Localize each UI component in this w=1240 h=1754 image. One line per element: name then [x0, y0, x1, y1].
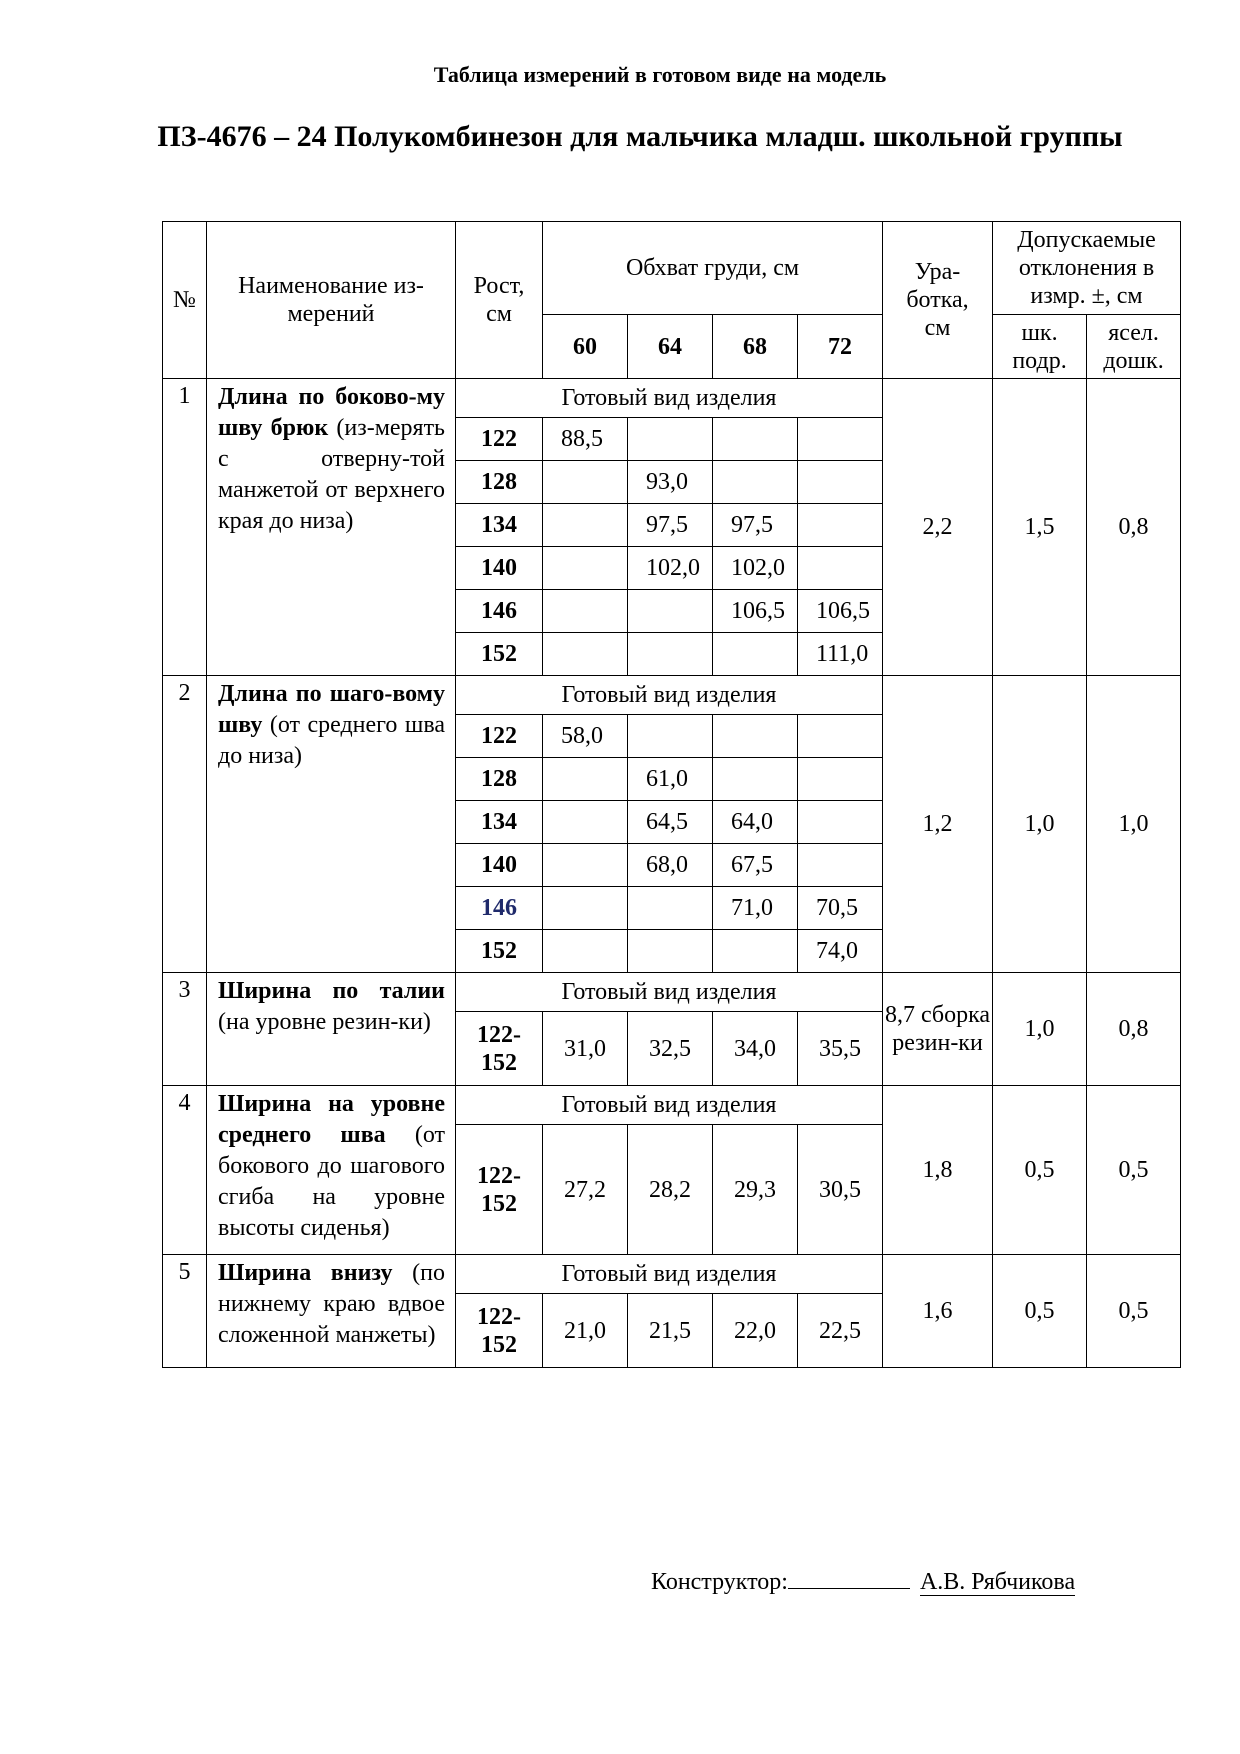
uprabotka-value: 2,2 — [883, 379, 993, 676]
measurement-value — [713, 461, 798, 504]
measurement-value: 67,5 — [713, 844, 798, 887]
measurement-name — [207, 1255, 456, 1368]
measurement-value — [628, 590, 713, 633]
measurement-row — [163, 379, 1181, 418]
measurement-value — [543, 504, 628, 547]
measurement-row — [163, 676, 1181, 715]
measurement-value: 74,0 — [798, 930, 883, 973]
measurement-name-bold: Ширина по талии — [218, 978, 445, 1004]
measurement-value — [543, 547, 628, 590]
measurement-value — [628, 715, 713, 758]
tol-nursery-value: 0,5 — [1087, 1255, 1181, 1368]
measurement-value — [628, 887, 713, 930]
measurement-value: 71,0 — [713, 887, 798, 930]
header-chest-size: 64 — [628, 315, 713, 379]
height-cell: 146 — [456, 590, 543, 633]
tol-nursery-value: 0,8 — [1087, 379, 1181, 676]
height-cell: 128 — [456, 758, 543, 801]
height-cell: 122 — [456, 715, 543, 758]
tol-school-value: 1,0 — [993, 676, 1087, 973]
measurement-value — [798, 844, 883, 887]
measurement-value — [628, 633, 713, 676]
finished-label: Готовый вид изделия — [456, 973, 883, 1012]
header-chest: Обхват груди, см — [543, 222, 883, 315]
row-number: 5 — [163, 1255, 207, 1368]
tol-school-value: 1,0 — [993, 973, 1087, 1086]
measurement-name-bold: Ширина на уровне среднего шва — [218, 1091, 445, 1148]
measurement-value — [713, 715, 798, 758]
tol-nursery-value: 0,8 — [1087, 973, 1181, 1086]
measurement-value: 97,5 — [628, 504, 713, 547]
header-tolerance: Допускаемые отклонения в измр. ±, см — [993, 222, 1181, 315]
measurement-value — [713, 930, 798, 973]
height-cell: 152 — [456, 930, 543, 973]
measurement-value: 70,5 — [798, 887, 883, 930]
header-chest-size: 68 — [713, 315, 798, 379]
finished-label: Готовый вид изделия — [456, 1255, 883, 1294]
measurement-value — [543, 590, 628, 633]
measurement-value — [543, 801, 628, 844]
measurement-value — [798, 715, 883, 758]
measurement-value — [798, 418, 883, 461]
measurement-value — [543, 887, 628, 930]
measurement-row — [163, 1086, 1181, 1125]
measurement-value: 102,0 — [628, 547, 713, 590]
measurement-name — [207, 1086, 456, 1255]
height-cell: 152 — [456, 633, 543, 676]
measurement-value: 64,5 — [628, 801, 713, 844]
signature-blank — [788, 1568, 910, 1589]
measurement-value — [543, 930, 628, 973]
measurement-value: 22,0 — [713, 1294, 798, 1368]
header-uprabotka: Ура-ботка, см — [883, 222, 993, 379]
tol-nursery-value: 0,5 — [1087, 1086, 1181, 1255]
measurement-value: 102,0 — [713, 547, 798, 590]
measurement-name-bold: Длина по боково-му шву брюк — [218, 384, 445, 441]
measurement-value: 30,5 — [798, 1125, 883, 1255]
measurement-value — [798, 801, 883, 844]
height-cell: 140 — [456, 844, 543, 887]
measurement-value: 22,5 — [798, 1294, 883, 1368]
measurement-value: 111,0 — [798, 633, 883, 676]
measurement-value — [543, 461, 628, 504]
measurements-table — [162, 221, 1181, 1368]
row-number: 4 — [163, 1086, 207, 1255]
header-tol-school: шк. подр. — [993, 315, 1087, 379]
measurement-name-note: (на уровне резин-ки) — [218, 1009, 431, 1035]
measurement-value — [628, 418, 713, 461]
constructor-label: Конструктор: — [651, 1569, 788, 1595]
measurement-value: 106,5 — [713, 590, 798, 633]
measurement-name-note: (по нижнему краю вдвое сложенной манжеты) — [218, 1260, 445, 1348]
height-cell: 134 — [456, 504, 543, 547]
measurement-value — [543, 844, 628, 887]
measurement-value — [628, 930, 713, 973]
measurement-value — [713, 758, 798, 801]
measurement-value: 21,0 — [543, 1294, 628, 1368]
finished-label: Готовый вид изделия — [456, 1086, 883, 1125]
measurement-value: 32,5 — [628, 1012, 713, 1086]
measurement-value — [798, 504, 883, 547]
header-no: № — [163, 222, 207, 379]
height-cell: 146 — [456, 887, 543, 930]
measurement-value: 106,5 — [798, 590, 883, 633]
measurement-name-bold: Ширина внизу — [218, 1260, 393, 1286]
measurement-value: 27,2 — [543, 1125, 628, 1255]
measurement-name-bold: Длина по шаго-вому шву — [218, 681, 445, 738]
measurement-value: 28,2 — [628, 1125, 713, 1255]
measurement-value: 64,0 — [713, 801, 798, 844]
tol-school-value: 0,5 — [993, 1255, 1087, 1368]
measurement-value: 88,5 — [543, 418, 628, 461]
header-name: Наименование из-мерений — [207, 222, 456, 379]
measurement-value: 34,0 — [713, 1012, 798, 1086]
height-cell: 122-152 — [456, 1012, 543, 1086]
measurement-value — [543, 758, 628, 801]
measurement-value — [713, 418, 798, 461]
uprabotka-value: 1,8 — [883, 1086, 993, 1255]
row-number: 1 — [163, 379, 207, 676]
finished-label: Готовый вид изделия — [456, 379, 883, 418]
height-cell: 122-152 — [456, 1125, 543, 1255]
measurement-value: 68,0 — [628, 844, 713, 887]
measurement-value: 58,0 — [543, 715, 628, 758]
measurement-name — [207, 973, 456, 1086]
measurement-value: 93,0 — [628, 461, 713, 504]
tol-nursery-value: 1,0 — [1087, 676, 1181, 973]
signature-line — [651, 1568, 1075, 1596]
uprabotka-value: 1,2 — [883, 676, 993, 973]
document-subtitle: Таблица измерений в готовом виде на модель — [433, 62, 887, 87]
row-number: 2 — [163, 676, 207, 973]
height-cell: 134 — [456, 801, 543, 844]
tol-school-value: 0,5 — [993, 1086, 1087, 1255]
constructor-name: А.В. Рябчикова — [919, 1569, 1076, 1595]
uprabotka-value: 1,6 — [883, 1255, 993, 1368]
header-chest-size: 72 — [798, 315, 883, 379]
document-title: ПЗ-4676 – 24 Полукомбинезон для мальчика младш. школьной группы — [157, 120, 1123, 153]
measurement-value — [798, 758, 883, 801]
tol-school-value: 1,5 — [993, 379, 1087, 676]
measurement-value — [798, 547, 883, 590]
measurement-value: 61,0 — [628, 758, 713, 801]
measurement-value: 31,0 — [543, 1012, 628, 1086]
measurement-row — [163, 1255, 1181, 1294]
height-cell: 122 — [456, 418, 543, 461]
measurement-name-note: (из-мерять с отверну-той манжетой от верхнего края до низа) — [218, 415, 446, 534]
measurement-name-note: (от среднего шва до низа) — [218, 712, 445, 769]
measurement-value: 29,3 — [713, 1125, 798, 1255]
height-cell: 122-152 — [456, 1294, 543, 1368]
measurement-value: 21,5 — [628, 1294, 713, 1368]
measurement-value: 97,5 — [713, 504, 798, 547]
measurement-name — [207, 676, 456, 973]
measurement-value: 35,5 — [798, 1012, 883, 1086]
measurement-name — [207, 379, 456, 676]
measurements-body — [163, 379, 1181, 1368]
measurement-value — [798, 461, 883, 504]
height-cell: 140 — [456, 547, 543, 590]
measurement-value — [713, 633, 798, 676]
row-number: 3 — [163, 973, 207, 1086]
height-cell: 128 — [456, 461, 543, 504]
header-height: Рост, см — [456, 222, 543, 379]
measurement-name-note: (от бокового до шагового сгиба на уровне высоты сиденья) — [218, 1122, 445, 1241]
header-chest-size: 60 — [543, 315, 628, 379]
measurement-value — [543, 633, 628, 676]
finished-label: Готовый вид изделия — [456, 676, 883, 715]
measurement-row — [163, 973, 1181, 1012]
header-tol-nursery: ясел. дошк. — [1087, 315, 1181, 379]
uprabotka-value: 8,7 сборка резин-ки — [883, 973, 993, 1086]
